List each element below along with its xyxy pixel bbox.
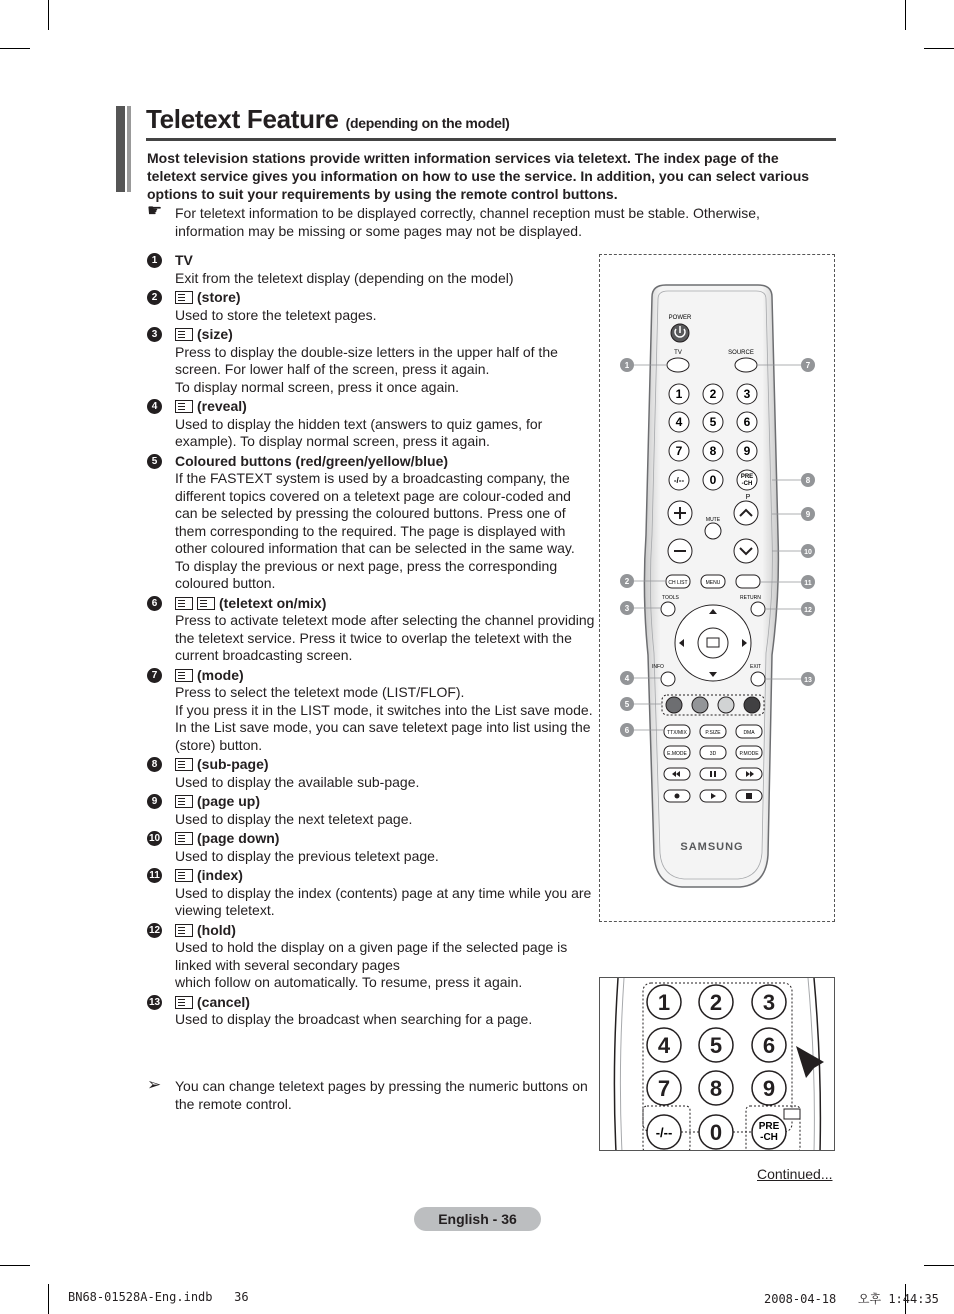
item-number: 13 <box>148 996 161 1008</box>
item-body: Used to hold the display on a given page if the selected page is linked with several secondary pages which follow on automatically. To resume, press it again. <box>175 939 568 990</box>
digit-label: 7 <box>675 444 683 458</box>
item-label: (size) <box>197 326 233 342</box>
teletext-on-icon <box>175 597 193 610</box>
p-size-label: P.SIZE <box>705 730 721 736</box>
callout-label: 1 <box>624 361 630 370</box>
teletext-store-icon <box>175 291 193 304</box>
page-number: English - 36 <box>438 1211 517 1227</box>
keypad-pre-ch-label: PRE <box>758 1121 780 1132</box>
pause-button[interactable] <box>700 768 726 780</box>
keypad-digit-label: 3 <box>762 990 776 1015</box>
keypad-digit-label: 4 <box>657 1033 671 1058</box>
e-mode-label: E.MODE <box>667 751 687 757</box>
keypad-digit-label: 8 <box>709 1076 723 1101</box>
teletext-index-icon <box>175 869 193 882</box>
item-body: Used to display the next teletext page. <box>175 810 413 827</box>
crop-mark <box>48 1284 49 1314</box>
list-item <box>147 994 597 1029</box>
callout-label: 10 <box>804 549 812 556</box>
pre-ch-label: -CH <box>741 481 753 487</box>
footer-file-info: BN68-01528A-Eng.indb 36 <box>68 1290 249 1304</box>
item-body: Press to activate teletext mode after selecting the channel providing the teletext service. Press it twice to overlap the teletext with the current broadcasting screen. <box>175 612 595 663</box>
teletext-sub-page-icon <box>175 758 193 771</box>
callout-label: 5 <box>624 700 630 709</box>
callout-label: 11 <box>804 580 812 587</box>
item-number: 5 <box>147 454 162 469</box>
teletext-page-up-icon <box>175 795 193 808</box>
list-item <box>147 453 597 593</box>
callout-label: 3 <box>624 604 630 613</box>
keypad-pre-ch-label: -CH <box>760 1132 778 1143</box>
item-body: Used to display the broadcast when searching for a page. <box>175 1011 533 1027</box>
item-body: Used to display the hidden text (answers to quiz games, for example). To display normal screen, press it again. <box>175 415 543 449</box>
source-button[interactable] <box>735 358 757 372</box>
keypad-digit-label: 2 <box>709 990 723 1015</box>
exit-label: EXIT <box>750 664 762 670</box>
list-item <box>147 398 597 451</box>
teletext-page-down-icon <box>175 832 193 845</box>
channel-down-button[interactable] <box>734 539 758 563</box>
svg-text:-/--: -/-- <box>655 1125 673 1140</box>
title-rule <box>146 138 836 141</box>
teletext-mode-icon <box>175 669 193 682</box>
item-number: 6 <box>147 596 162 611</box>
note <box>147 201 827 240</box>
callout-label: 12 <box>804 607 812 614</box>
digit-label: 6 <box>743 415 751 429</box>
power-label: POWER <box>668 315 692 321</box>
keypad-digit-label: 1 <box>657 990 671 1015</box>
samsung-logo: SAMSUNG <box>680 841 744 853</box>
list-item <box>147 830 597 865</box>
yellow-button[interactable] <box>718 697 734 713</box>
item-label: (page up) <box>197 793 260 809</box>
info-button[interactable] <box>661 672 675 686</box>
digit-label: 9 <box>743 444 751 458</box>
title-decoration <box>116 106 132 192</box>
enter-button[interactable] <box>698 628 728 658</box>
footer-timestamp: 2008-04-18 오후 1:44:35 <box>764 1292 939 1306</box>
item-number: 3 <box>147 327 162 342</box>
item-body: Press to display the double-size letters in the upper half of the screen. For lower half of the screen, press it again. To display normal screen, press it once again. <box>175 343 558 395</box>
keypad-digit-label: 7 <box>657 1076 671 1101</box>
button-description-list <box>147 252 597 1031</box>
list-item <box>147 326 597 396</box>
list-item <box>147 289 597 324</box>
crop-mark <box>924 1265 954 1266</box>
item-body: Exit from the teletext display (depending on the model) <box>175 269 514 286</box>
tip <box>147 1075 597 1113</box>
pointing-hand-icon: ☛ <box>147 201 163 220</box>
crop-mark <box>0 1265 30 1266</box>
item-label: (teletext on/mix) <box>219 594 327 611</box>
item-body: Used to store the teletext pages. <box>175 306 377 323</box>
p-label: P <box>745 494 751 501</box>
tv-label: TV <box>674 350 682 356</box>
mute-label: MUTE <box>705 517 721 523</box>
menu-label: MENU <box>705 580 721 586</box>
item-number: 1 <box>147 253 162 268</box>
digit-label: 1 <box>675 387 683 401</box>
keypad-digit-label: 9 <box>762 1076 776 1101</box>
page-title: Teletext Feature (depending on the model) <box>146 104 510 134</box>
callout-label: 9 <box>805 510 811 519</box>
ttx-mix-label: TTX/MIX <box>667 730 687 736</box>
item-label: (page down) <box>197 830 280 846</box>
crop-mark <box>0 48 30 49</box>
note-text: For teletext information to be displayed correctly, channel reception must be stable. Otherwise, information may be missing or some pages may not be displayed. <box>175 205 760 239</box>
pre-ch-label: PRE <box>740 474 754 480</box>
item-label: (index) <box>197 867 243 883</box>
list-item <box>147 756 597 791</box>
keypad-digit-label: 5 <box>709 1033 723 1058</box>
remote-illustration <box>599 254 835 922</box>
svg-text:-/--: -/-- <box>673 476 685 485</box>
item-label: (mode) <box>197 666 244 683</box>
digit-label: 3 <box>743 387 751 401</box>
item-body: Used to display the index (contents) page at any time while you are viewing teletext. <box>175 884 592 918</box>
callout-label: 13 <box>804 677 812 684</box>
intro-paragraph: Most television stations provide written information services via teletext. The index page of the teletext service gives you information on how to use the service. In addition, you can select various options to suit your requirements by using the remote control buttons. <box>147 150 810 202</box>
exit-button[interactable] <box>751 672 765 686</box>
tools-button[interactable] <box>661 602 675 616</box>
return-button[interactable] <box>751 602 765 616</box>
3d-label: 3D <box>709 751 717 757</box>
list-item <box>147 252 597 287</box>
item-label: (hold) <box>197 921 236 938</box>
page-subtitle: (depending on the model) <box>345 115 510 131</box>
callout-label: 2 <box>624 577 630 586</box>
item-number: 9 <box>147 794 162 809</box>
callout-label: 6 <box>624 726 630 735</box>
teletext-mix-icon <box>197 597 215 610</box>
keypad-digit-label: 6 <box>762 1033 776 1058</box>
source-label: SOURCE <box>728 350 754 356</box>
keypad-digit-label: 0 <box>709 1120 723 1145</box>
list-item <box>147 793 597 828</box>
teletext-reveal-icon <box>175 400 193 413</box>
arrow-icon: ➢ <box>147 1075 162 1094</box>
digit-label: 0 <box>709 473 717 487</box>
crop-mark <box>905 0 906 30</box>
list-item <box>147 867 597 920</box>
item-number: 4 <box>147 399 162 414</box>
return-label: RETURN <box>740 595 761 601</box>
item-body: If the FASTEXT system is used by a broadcasting company, the different topics covered on a teletext page are colour-coded and can be selected by pressing the coloured buttons. Press one of them corresponding to the required. The page is displayed with other coloured information that can be selected in the same way. To display the previous or next page, press the corresponding coloured button. <box>175 470 575 591</box>
tip-text: You can change teletext pages by pressing the numeric buttons on the remote control. <box>175 1078 588 1112</box>
blue-button[interactable] <box>744 697 760 713</box>
green-button[interactable] <box>692 697 708 713</box>
ch-list-label: CH LIST <box>668 580 688 586</box>
item-label: Coloured buttons (red/green/yellow/blue) <box>175 452 449 469</box>
crop-mark <box>48 0 49 30</box>
dma-label: DMA <box>743 730 755 736</box>
item-body: Used to display the previous teletext page. <box>175 847 439 864</box>
item-number: 11 <box>147 868 162 883</box>
pre-ch-button[interactable] <box>737 470 757 490</box>
item-number: 2 <box>147 290 162 305</box>
p-mode-label: P.MODE <box>739 751 759 757</box>
teletext-size-icon <box>175 328 193 341</box>
callout-label: 4 <box>624 674 630 683</box>
mute-button[interactable] <box>705 523 721 539</box>
teletext-hold-icon <box>175 924 193 937</box>
keypad-closeup <box>599 977 835 1151</box>
info-label: INFO <box>652 664 664 670</box>
guide-button[interactable] <box>736 575 760 588</box>
item-body: Press to select the teletext mode (LIST/FLOF). If you press it in the LIST mode, it switches into the List save mode. In the List save mode, you can save teletext page into list using the (store) button. <box>175 684 593 753</box>
list-item <box>147 595 597 665</box>
teletext-cancel-icon <box>175 996 193 1009</box>
item-number: 12 <box>148 924 161 936</box>
item-number: 8 <box>147 757 162 772</box>
digit-label: 8 <box>709 444 717 458</box>
callout-label: 8 <box>805 476 811 485</box>
list-item <box>147 667 597 755</box>
item-number: 10 <box>148 833 161 844</box>
item-label: (reveal) <box>197 398 247 414</box>
item-label: TV <box>175 252 193 268</box>
item-number: 7 <box>147 668 162 683</box>
digit-label: 2 <box>709 387 717 401</box>
continued-link: Continued... <box>757 1166 833 1182</box>
item-body: Used to display the available sub-page. <box>175 773 420 790</box>
list-item <box>147 922 597 992</box>
crop-mark <box>924 48 954 49</box>
callout-label: 7 <box>805 361 811 370</box>
tools-label: TOOLS <box>662 595 679 601</box>
red-button[interactable] <box>666 697 682 713</box>
item-label: (sub-page) <box>197 756 269 772</box>
channel-up-button[interactable] <box>734 501 758 525</box>
sub-page-icon <box>784 1109 800 1119</box>
item-label: (store) <box>197 289 241 305</box>
item-label: (cancel) <box>197 993 250 1010</box>
digit-label: 4 <box>675 415 683 429</box>
digit-label: 5 <box>709 415 717 429</box>
tv-button[interactable] <box>667 358 689 372</box>
